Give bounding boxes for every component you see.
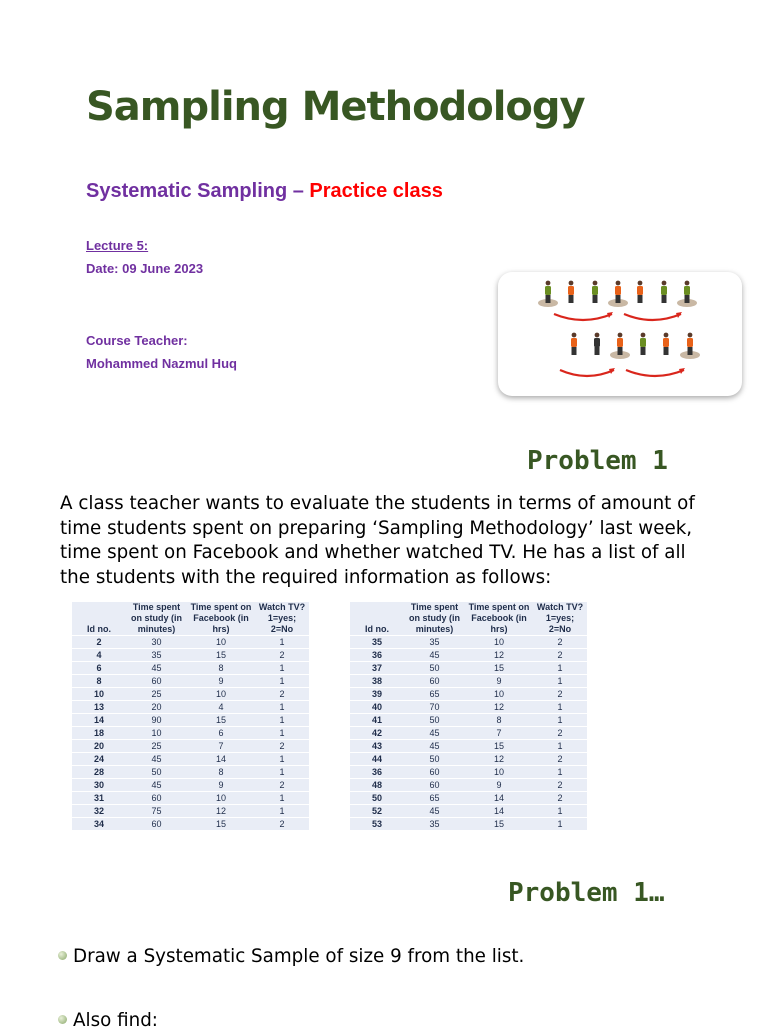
cell-facebook-time: 15	[187, 649, 255, 662]
column-header-id: Id no.	[87, 624, 111, 634]
table-row	[350, 701, 587, 714]
cell-watch-tv: 1	[255, 662, 309, 675]
subtitle	[86, 180, 443, 203]
table-row	[72, 779, 309, 792]
cell-watch-tv: 1	[255, 766, 309, 779]
table-row	[72, 727, 309, 740]
cell-watch-tv: 2	[255, 740, 309, 753]
cell-facebook-time: 14	[187, 753, 255, 766]
table-row	[72, 649, 309, 662]
table-row	[350, 766, 587, 779]
cell-facebook-time: 9	[187, 779, 255, 792]
cell-facebook-time: 15	[187, 714, 255, 727]
cell-watch-tv: 2	[255, 818, 309, 831]
arrow-icon	[624, 314, 681, 320]
table-row	[72, 740, 309, 753]
cell-facebook-time: 14	[465, 792, 533, 805]
lecture-label: Lecture 5:	[86, 238, 149, 253]
cell-study-time: 10	[126, 727, 187, 740]
cell-id: 18	[72, 727, 126, 740]
column-header-id: Id no.	[365, 624, 389, 634]
systematic-sampling-illustration	[498, 272, 742, 396]
bullet-text: Draw a Systematic Sample of size 9 from the list.	[73, 946, 525, 967]
table-row	[72, 818, 309, 831]
table-row	[350, 636, 587, 649]
cell-facebook-time: 9	[465, 675, 533, 688]
cell-id: 2	[72, 636, 126, 649]
arrow-icon	[554, 314, 612, 320]
student-data-table-left	[72, 602, 309, 830]
cell-facebook-time: 15	[187, 818, 255, 831]
table-row	[350, 740, 587, 753]
cell-facebook-time: 12	[465, 701, 533, 714]
bullet-item	[58, 1010, 158, 1031]
cell-id: 53	[350, 818, 404, 831]
lecture-date: Date: 09 June 2023	[86, 261, 204, 276]
table-row	[72, 792, 309, 805]
cell-id: 4	[72, 649, 126, 662]
cell-id: 42	[350, 727, 404, 740]
subtitle-practice-class: Practice class	[309, 180, 443, 202]
cell-id: 52	[350, 805, 404, 818]
person-figure	[663, 333, 669, 355]
cell-study-time: 60	[126, 818, 187, 831]
person-figure	[661, 281, 667, 303]
column-header-study-time: Time spent on study (in minutes)	[409, 602, 460, 634]
cell-watch-tv: 2	[533, 688, 587, 701]
cell-id: 40	[350, 701, 404, 714]
cell-study-time: 60	[126, 792, 187, 805]
cell-watch-tv: 1	[533, 818, 587, 831]
cell-watch-tv: 2	[255, 779, 309, 792]
cell-facebook-time: 8	[187, 766, 255, 779]
cell-watch-tv: 2	[533, 649, 587, 662]
table-row	[350, 662, 587, 675]
table-row	[350, 779, 587, 792]
column-header-study-time: Time spent on study (in minutes)	[131, 602, 182, 634]
cell-study-time: 25	[126, 740, 187, 753]
cell-watch-tv: 1	[533, 662, 587, 675]
cell-facebook-time: 14	[465, 805, 533, 818]
cell-watch-tv: 1	[255, 714, 309, 727]
student-data-table-right	[350, 602, 587, 830]
table-row	[350, 818, 587, 831]
cell-facebook-time: 10	[187, 792, 255, 805]
cell-id: 39	[350, 688, 404, 701]
cell-id: 38	[350, 675, 404, 688]
cell-id: 35	[350, 636, 404, 649]
cell-facebook-time: 10	[187, 688, 255, 701]
cell-id: 36	[350, 766, 404, 779]
cell-study-time: 65	[404, 688, 465, 701]
cell-id: 37	[350, 662, 404, 675]
cell-study-time: 50	[126, 766, 187, 779]
person-figure	[608, 281, 628, 307]
table-row	[350, 792, 587, 805]
table-row	[72, 805, 309, 818]
table-row	[350, 649, 587, 662]
cell-id: 48	[350, 779, 404, 792]
cell-study-time: 25	[126, 688, 187, 701]
cell-watch-tv: 1	[533, 675, 587, 688]
table-row	[72, 766, 309, 779]
cell-watch-tv: 2	[255, 688, 309, 701]
table-row	[72, 688, 309, 701]
table-row	[72, 675, 309, 688]
cell-facebook-time: 10	[465, 688, 533, 701]
cell-watch-tv: 1	[533, 740, 587, 753]
cell-study-time: 90	[126, 714, 187, 727]
cell-id: 10	[72, 688, 126, 701]
systematic-sampling-people-icon	[498, 272, 742, 396]
subtitle-topic: Systematic Sampling –	[86, 180, 310, 202]
cell-watch-tv: 1	[255, 727, 309, 740]
cell-study-time: 45	[126, 779, 187, 792]
cell-watch-tv: 1	[255, 792, 309, 805]
cell-watch-tv: 1	[255, 701, 309, 714]
cell-study-time: 30	[126, 636, 187, 649]
cell-id: 6	[72, 662, 126, 675]
table-row	[350, 675, 587, 688]
cell-id: 31	[72, 792, 126, 805]
column-header-watch-tv: Watch TV? 1=yes; 2=No	[536, 602, 584, 634]
table-header-row	[350, 602, 587, 636]
cell-id: 30	[72, 779, 126, 792]
cell-facebook-time: 15	[465, 818, 533, 831]
cell-id: 50	[350, 792, 404, 805]
cell-study-time: 60	[404, 675, 465, 688]
cell-facebook-time: 10	[465, 636, 533, 649]
cell-watch-tv: 2	[533, 727, 587, 740]
cell-facebook-time: 15	[465, 662, 533, 675]
cell-watch-tv: 2	[533, 753, 587, 766]
cell-study-time: 45	[126, 753, 187, 766]
problem-statement: A class teacher wants to evaluate the students in terms of amount of time students spent on preparing ‘Sampling Methodology’ last week, time spent on Facebook and whether watched TV. He has a list of all the students with the required information as follows:	[60, 493, 695, 588]
column-header-watch-tv: Watch TV? 1=yes; 2=No	[258, 602, 306, 634]
person-figure	[640, 333, 646, 355]
cell-facebook-time: 10	[465, 766, 533, 779]
cell-facebook-time: 7	[187, 740, 255, 753]
person-figure	[680, 333, 700, 359]
cell-watch-tv: 2	[533, 779, 587, 792]
table-row	[72, 701, 309, 714]
table-row	[350, 714, 587, 727]
person-figure	[677, 281, 697, 307]
table-row	[350, 688, 587, 701]
problem-heading: Problem 1	[527, 446, 668, 476]
bullet-icon	[58, 951, 67, 960]
cell-study-time: 60	[126, 675, 187, 688]
cell-study-time: 50	[404, 662, 465, 675]
cell-study-time: 50	[404, 753, 465, 766]
cell-id: 8	[72, 675, 126, 688]
cell-watch-tv: 1	[533, 805, 587, 818]
cell-study-time: 45	[126, 662, 187, 675]
table-row	[72, 753, 309, 766]
cell-id: 14	[72, 714, 126, 727]
cell-id: 20	[72, 740, 126, 753]
problem-continued-heading: Problem 1…	[508, 878, 665, 908]
bullet-item	[58, 946, 524, 967]
arrow-icon	[626, 370, 684, 376]
cell-watch-tv: 1	[255, 675, 309, 688]
cell-id: 24	[72, 753, 126, 766]
cell-study-time: 45	[404, 740, 465, 753]
cell-watch-tv: 2	[255, 649, 309, 662]
cell-study-time: 50	[404, 714, 465, 727]
person-figure	[637, 281, 643, 303]
bullet-icon	[58, 1015, 67, 1024]
table-row	[72, 662, 309, 675]
cell-watch-tv: 1	[255, 753, 309, 766]
person-figure	[538, 281, 558, 307]
cell-facebook-time: 15	[465, 740, 533, 753]
course-teacher-name: Mohammed Nazmul Huq	[86, 356, 237, 371]
cell-watch-tv: 2	[533, 636, 587, 649]
cell-watch-tv: 2	[533, 792, 587, 805]
cell-facebook-time: 6	[187, 727, 255, 740]
cell-facebook-time: 8	[187, 662, 255, 675]
cell-watch-tv: 1	[255, 805, 309, 818]
person-figure	[568, 281, 574, 303]
cell-facebook-time: 9	[187, 675, 255, 688]
cell-facebook-time: 12	[465, 753, 533, 766]
cell-id: 43	[350, 740, 404, 753]
person-figure	[594, 333, 600, 355]
table-row	[72, 636, 309, 649]
cell-id: 32	[72, 805, 126, 818]
cell-watch-tv: 1	[255, 636, 309, 649]
cell-study-time: 45	[404, 805, 465, 818]
cell-facebook-time: 10	[187, 636, 255, 649]
cell-study-time: 60	[404, 779, 465, 792]
arrow-icon	[560, 370, 614, 376]
cell-facebook-time: 4	[187, 701, 255, 714]
cell-facebook-time: 12	[465, 649, 533, 662]
cell-study-time: 65	[404, 792, 465, 805]
cell-watch-tv: 1	[533, 766, 587, 779]
column-header-facebook-time: Time spent on Facebook (in hrs)	[468, 602, 530, 634]
table-row	[350, 805, 587, 818]
cell-facebook-time: 12	[187, 805, 255, 818]
person-figure	[571, 333, 577, 355]
cell-id: 28	[72, 766, 126, 779]
table-header-row	[72, 602, 309, 636]
cell-id: 13	[72, 701, 126, 714]
cell-study-time: 45	[404, 727, 465, 740]
cell-facebook-time: 8	[465, 714, 533, 727]
person-figure	[592, 281, 598, 303]
cell-id: 41	[350, 714, 404, 727]
bullet-text: Also find:	[73, 1010, 158, 1031]
cell-id: 44	[350, 753, 404, 766]
cell-watch-tv: 1	[533, 714, 587, 727]
cell-id: 34	[72, 818, 126, 831]
cell-study-time: 45	[404, 649, 465, 662]
table-row	[350, 727, 587, 740]
column-header-facebook-time: Time spent on Facebook (in hrs)	[190, 602, 252, 634]
cell-study-time: 20	[126, 701, 187, 714]
cell-facebook-time: 7	[465, 727, 533, 740]
person-figure	[610, 333, 630, 359]
table-row	[350, 753, 587, 766]
cell-study-time: 35	[404, 636, 465, 649]
cell-study-time: 35	[404, 818, 465, 831]
course-teacher-label: Course Teacher:	[86, 333, 188, 348]
page-title: Sampling Methodology	[86, 84, 585, 130]
cell-watch-tv: 1	[533, 701, 587, 714]
cell-study-time: 75	[126, 805, 187, 818]
cell-study-time: 60	[404, 766, 465, 779]
cell-id: 36	[350, 649, 404, 662]
table-row	[72, 714, 309, 727]
cell-study-time: 70	[404, 701, 465, 714]
cell-facebook-time: 9	[465, 779, 533, 792]
cell-study-time: 35	[126, 649, 187, 662]
